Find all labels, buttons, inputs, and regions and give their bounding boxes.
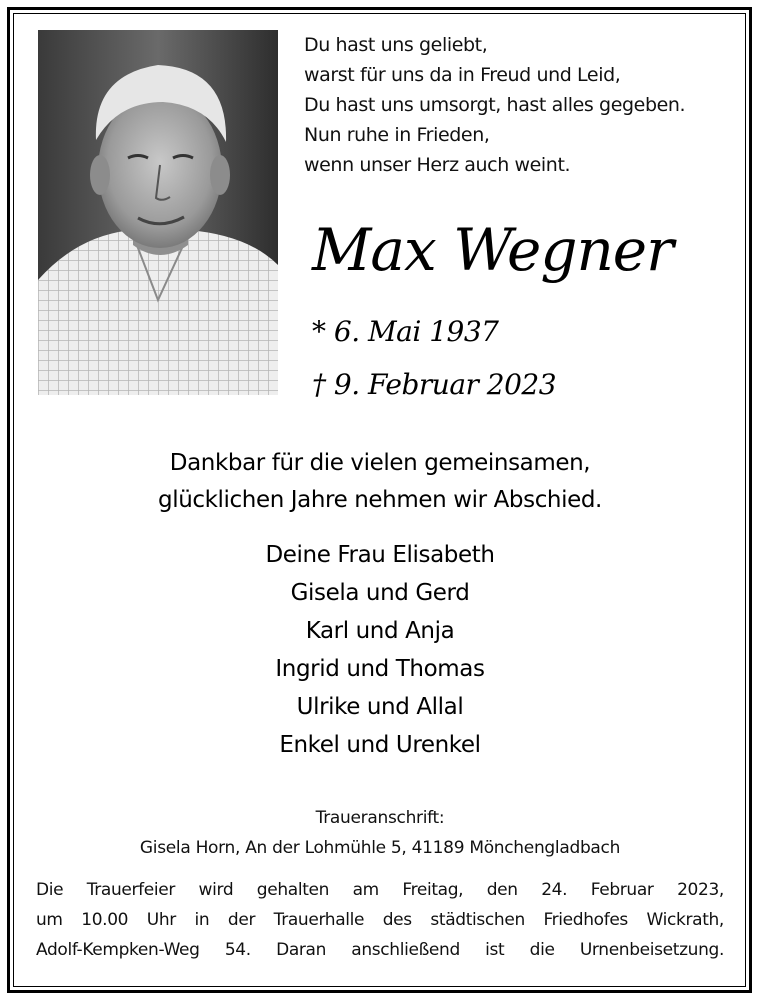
poem-line: warst für uns da in Freud und Leid, [304, 64, 621, 86]
mourning-address [40, 803, 720, 863]
portrait-photo [38, 30, 278, 395]
poem-line: Du hast uns geliebt, [304, 34, 488, 56]
mourner-name: Enkel und Urenkel [279, 732, 481, 758]
mourner-name: Karl und Anja [305, 618, 455, 644]
mourners-list [40, 536, 720, 764]
address-value: Gisela Horn, An der Lohmühle 5, 41189 Mönchengladbach [139, 838, 621, 858]
birth-date: * 6. Mai 1937 [312, 315, 499, 348]
poem [304, 30, 734, 180]
death-date: † 9. Februar 2023 [312, 368, 557, 401]
mourner-name: Deine Frau Elisabeth [265, 542, 495, 568]
farewell-line: Dankbar für die vielen gemeinsamen, [169, 450, 591, 476]
service-line: um 10.00 Uhr in der Trauerhalle des städtischen Friedhofes Wickrath, [36, 910, 724, 930]
funeral-service-info [36, 875, 724, 965]
address-label: Traueranschrift: [315, 808, 445, 828]
service-line: Adolf-Kempken-Weg 54. Daran anschließend ist die Urnenbeisetzung. [36, 940, 724, 960]
mourner-name: Ulrike und Allal [296, 694, 464, 720]
poem-line: Nun ruhe in Frieden, [304, 124, 490, 146]
service-line: Die Trauerfeier wird gehalten am Freitag, den 24. Februar 2023, [36, 880, 724, 900]
mourner-name: Ingrid und Thomas [275, 656, 485, 682]
deceased-name: Max Wegner [312, 216, 673, 284]
poem-line: wenn unser Herz auch weint. [304, 154, 571, 176]
mourner-name: Gisela und Gerd [290, 580, 470, 606]
farewell-text [40, 445, 720, 519]
farewell-line: glücklichen Jahre nehmen wir Abschied. [158, 487, 602, 513]
poem-line: Du hast uns umsorgt, hast alles gegeben. [304, 94, 686, 116]
